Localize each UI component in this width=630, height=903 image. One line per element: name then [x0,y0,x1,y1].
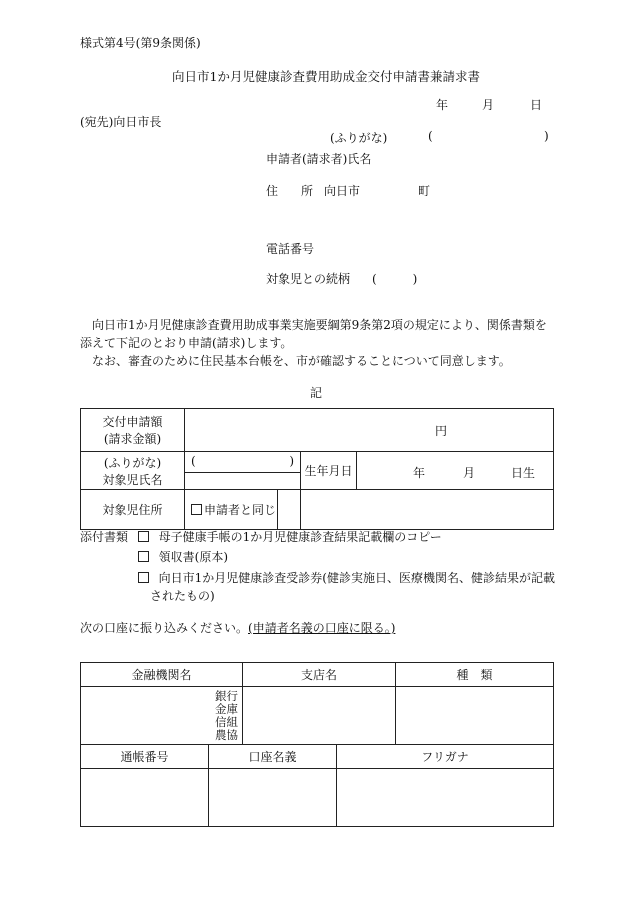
relation-paren: ( ) [372,272,418,286]
attachment-text-2: 領収書(原本) [158,550,229,564]
ki-heading: 記 [310,386,323,400]
attachment-text-1: 母子健康手帳の1か月児健康診査結果記載欄のコピー [158,530,442,544]
address-label-1: 住 [266,184,279,198]
amount-label-1: 交付申請額 [102,415,163,429]
child-address-value-cell[interactable] [301,490,554,530]
bank-table-2 [80,744,554,827]
bank-instruction-text: 次の口座に振り込みください。 [80,621,249,635]
address-label-2: 所 [301,184,314,198]
yen-label: 円 [435,423,448,438]
header-type: 種 類 [396,663,554,687]
body-text-2: なお、審査のために住民基本台帳を、市が確認することについて同意します。 [92,354,511,368]
relation-label: 対象児との続柄 [266,272,351,286]
bank-table-1 [80,662,554,745]
attachment-item-1 [138,528,442,546]
bank-type-2: 金庫 [215,701,238,716]
birthdate-value-cell[interactable] [357,452,554,490]
account-number-cell[interactable] [81,769,209,827]
bank-type-3: 信組 [215,714,238,729]
birthdate-label-cell [301,452,357,490]
bd-day: 日生 [511,466,536,480]
header-branch: 支店名 [243,663,396,687]
bd-month: 月 [463,466,476,480]
attachment-item-3 [138,569,555,587]
header-account-holder: 口座名義 [209,745,337,769]
child-address-label: 対象児住所 [102,503,163,517]
child-name-label-cell [81,452,185,490]
applicant-furigana-label: (ふりがな) [330,131,388,145]
account-holder-cell[interactable] [209,769,337,827]
child-name-label: 対象児氏名 [102,472,163,487]
applicant-furigana-close: ) [544,129,549,143]
address-town: 町 [418,184,431,198]
attachment-text-3: 向日市1か月児健康診査受診券(健診実施日、医療機関名、健診結果が記載 [158,571,555,585]
branch-cell[interactable] [243,687,396,745]
same-as-applicant-label: 申請者と同じ [204,503,277,517]
bank-type-1: 銀行 [215,688,238,703]
header-furigana: フリガナ [337,745,554,769]
page-title: 向日市1か月児健康診査費用助成金交付申請書兼請求書 [172,69,480,84]
application-table [80,408,554,530]
applicant-name-label: 申請者(請求者)氏名 [266,152,372,166]
child-address-label-cell [81,490,185,530]
birthdate-label: 生年月日 [304,464,353,478]
amount-value-cell[interactable] [185,409,554,452]
body-text-1: 向日市1か月児健康診査費用助成事業実施要綱第9条第2項の規定により、関係書類を添えて下記のとおり申請(請求)します。 [80,318,547,350]
same-as-applicant-checkbox[interactable] [191,504,202,515]
amount-label-cell [81,409,185,452]
bank-type-4: 農協 [215,727,238,742]
address-city: 向日市 [324,184,361,198]
child-furigana-close: ) [289,454,294,468]
bank-note: (申請者名義の口座に限る。) [248,621,396,635]
attachment-checkbox-1[interactable] [138,531,149,542]
amount-label-2: (請求金額) [103,432,162,446]
bank-instruction [80,619,395,636]
same-as-applicant-cell[interactable] [185,490,301,530]
child-furigana-label: (ふりがな) [103,455,162,470]
attachment-checkbox-2[interactable] [138,551,149,562]
furigana-cell[interactable] [337,769,554,827]
child-furigana-open: ( [191,454,196,468]
attachment-item-3-cont: されたもの) [150,589,215,603]
attachments [80,528,555,608]
child-name-cell[interactable] [185,452,301,490]
form-number: 様式第4号(第9条関係) [80,36,201,50]
header-bank-name: 金融機関名 [81,663,243,687]
date-day: 日 [530,98,543,112]
same-cell-divider [277,490,278,529]
header-account-number: 通帳番号 [81,745,209,769]
attachments-label: 添付書類 [80,530,129,544]
addressee: (宛先)向日市長 [80,115,162,129]
attachment-item-2 [138,548,228,566]
phone-label: 電話番号 [266,242,315,256]
child-furigana-underline [185,472,301,473]
bd-year: 年 [413,466,426,480]
bank-name-cell[interactable] [81,687,243,745]
type-cell[interactable] [396,687,554,745]
date-year: 年 [436,98,449,112]
applicant-furigana-open: ( [428,129,433,143]
date-month: 月 [482,98,495,112]
attachment-checkbox-3[interactable] [138,572,149,583]
